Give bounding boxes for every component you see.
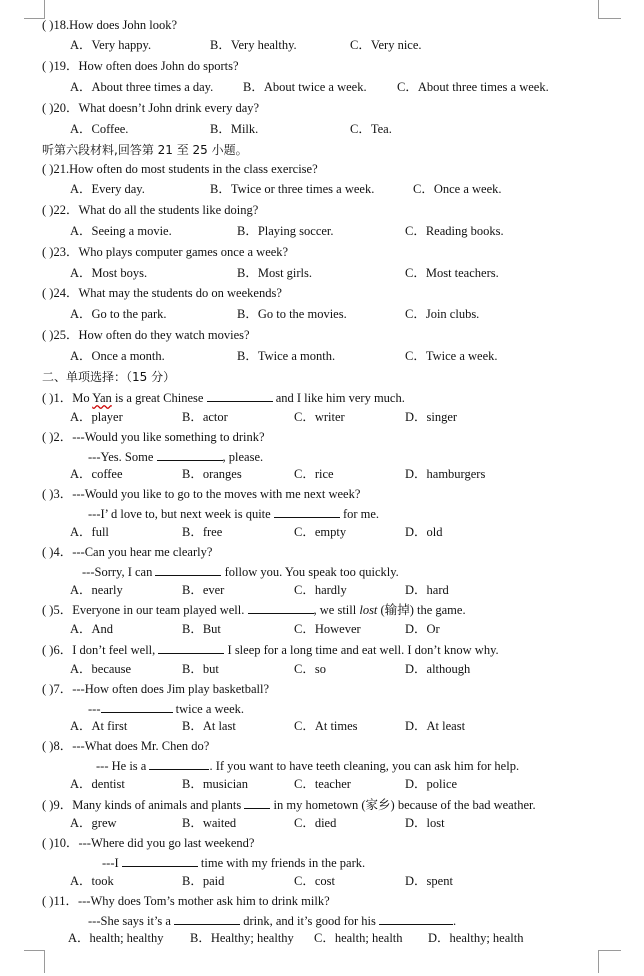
question-20-option-b: B．Milk. <box>210 122 259 136</box>
question-21-option-a: A．Every day. <box>70 182 145 196</box>
question-4-reply: ---Sorry, I can follow you. You speak too quickly. <box>82 565 399 579</box>
question-5-option-c: C．However <box>294 622 361 636</box>
answer-blank <box>157 448 223 461</box>
name-spellcheck-underline: Yan <box>92 391 112 405</box>
question-3-option-a: A．full <box>70 525 109 539</box>
question-24-stem: ( )24．What may the students do on weekends? <box>42 286 282 300</box>
question-2-reply: ---Yes. Some , please. <box>88 450 264 464</box>
question-5-stem: ( )5．Everyone in our team played well. , we still lost (输掉) the game. <box>42 603 466 617</box>
crop-mark-bottom-left <box>24 950 45 973</box>
answer-blank <box>155 563 221 576</box>
question-22-stem: ( )22．What do all the students like doing? <box>42 203 259 217</box>
question-10-option-b: B．paid <box>182 874 225 888</box>
crop-mark-top-right <box>598 0 621 19</box>
answer-blank <box>248 601 314 614</box>
question-18-stem: ( )18.How does John look? <box>42 18 178 32</box>
question-2-option-d: D．hamburgers <box>405 467 486 481</box>
question-7-reply: --- twice a week. <box>88 702 244 716</box>
question-1-stem: ( )1．Mo Yan is a great Chinese and I like him very much. <box>42 391 405 405</box>
question-19-option-b: B．About twice a week. <box>243 80 367 94</box>
question-11-option-d: D．healthy; health <box>428 931 524 945</box>
question-11-stem: ( )11．---Why does Tom’s mother ask him to drink milk? <box>42 894 330 908</box>
answer-blank <box>122 854 198 867</box>
question-4-option-c: C．hardly <box>294 583 347 597</box>
question-9-stem: ( )9．Many kinds of animals and plants in my hometown (家乡) because of the bad weather. <box>42 798 536 812</box>
answer-blank <box>174 912 240 925</box>
question-3-option-b: B．free <box>182 525 223 539</box>
question-21-option-c: C．Once a week. <box>413 182 502 196</box>
question-1-option-c: C．writer <box>294 410 345 424</box>
question-23-stem: ( )23．Who plays computer games once a week? <box>42 245 289 259</box>
question-6-option-c: C．so <box>294 662 326 676</box>
crop-mark-bottom-right <box>598 950 621 973</box>
question-10-option-c: C．cost <box>294 874 335 888</box>
question-25-stem: ( )25．How often do they watch movies? <box>42 328 250 342</box>
question-2-stem: ( )2．---Would you like something to drink? <box>42 430 265 444</box>
question-8-option-d: D．police <box>405 777 458 791</box>
question-5-option-a: A．And <box>70 622 114 636</box>
question-10-option-d: D．spent <box>405 874 453 888</box>
question-4-stem: ( )4．---Can you hear me clearly? <box>42 545 213 559</box>
question-2-option-c: C．rice <box>294 467 334 481</box>
question-25-option-b: B．Twice a month. <box>237 349 336 363</box>
question-8-option-c: C．teacher <box>294 777 351 791</box>
question-4-option-b: B．ever <box>182 583 225 597</box>
question-2-option-b: B．oranges <box>182 467 242 481</box>
question-1-option-b: B．actor <box>182 410 228 424</box>
question-8-stem: ( )8．---What does Mr. Chen do? <box>42 739 210 753</box>
question-9-option-a: A．grew <box>70 816 117 830</box>
question-18-option-a: A．Very happy. <box>70 38 152 52</box>
question-22-option-a: A．Seeing a movie. <box>70 224 172 238</box>
question-8-reply: --- He is a . If you want to have teeth cleaning, you can ask him for help. <box>96 759 520 773</box>
answer-blank <box>207 389 273 402</box>
question-9-option-b: B．waited <box>182 816 237 830</box>
answer-blank <box>158 641 224 654</box>
question-24-option-a: A．Go to the park. <box>70 307 167 321</box>
question-19-stem: ( )19．How often does John do sports? <box>42 59 239 73</box>
question-4-option-d: D．hard <box>405 583 449 597</box>
question-18-option-b: B．Very healthy. <box>210 38 297 52</box>
answer-blank <box>149 757 209 770</box>
question-11-option-a: A．health; healthy <box>68 931 164 945</box>
question-10-reply: ---I time with my friends in the park. <box>102 856 366 870</box>
question-20-stem: ( )20．What doesn’t John drink every day? <box>42 101 260 115</box>
question-1-option-a: A．player <box>70 410 123 424</box>
question-1-option-d: D．singer <box>405 410 458 424</box>
question-7-option-a: A．At first <box>70 719 128 733</box>
question-18-option-c: C．Very nice. <box>350 38 422 52</box>
question-11-option-c: C．health; health <box>314 931 403 945</box>
question-8-option-b: B．musician <box>182 777 248 791</box>
answer-blank <box>101 700 173 713</box>
question-4-option-a: A．nearly <box>70 583 123 597</box>
question-7-option-c: C．At times <box>294 719 358 733</box>
question-6-option-b: B．but <box>182 662 219 676</box>
question-5-option-b: B．But <box>182 622 221 636</box>
question-25-option-a: A．Once a month. <box>70 349 165 363</box>
question-6-option-a: A．because <box>70 662 132 676</box>
question-5-option-d: D．Or <box>405 622 440 636</box>
question-10-stem: ( )10．---Where did you go last weekend? <box>42 836 255 850</box>
question-25-option-c: C．Twice a week. <box>405 349 498 363</box>
question-6-stem: ( )6．I don’t feel well, I sleep for a long time and eat well. I don’t know why. <box>42 643 499 657</box>
question-11-reply: ---She says it’s a drink, and it’s good for his . <box>88 914 457 928</box>
answer-blank <box>244 796 270 809</box>
question-3-stem: ( )3．---Would you like to go to the moves with me next week? <box>42 487 361 501</box>
question-3-option-d: D．old <box>405 525 443 539</box>
question-8-option-a: A．dentist <box>70 777 125 791</box>
question-7-stem: ( )7．---How often does Jim play basketball? <box>42 682 270 696</box>
question-10-option-a: A．took <box>70 874 114 888</box>
question-20-option-c: C．Tea. <box>350 122 392 136</box>
question-9-option-d: D．lost <box>405 816 445 830</box>
question-7-option-d: D．At least <box>405 719 466 733</box>
question-24-option-b: B．Go to the movies. <box>237 307 347 321</box>
question-19-option-c: C．About three times a week. <box>397 80 549 94</box>
question-6-option-d: D．although <box>405 662 471 676</box>
answer-blank <box>274 505 340 518</box>
question-24-option-c: C．Join clubs. <box>405 307 480 321</box>
question-21-stem: ( )21.How often do most students in the class exercise? <box>42 162 318 176</box>
question-3-reply: ---I’ d love to, but next week is quite for me. <box>88 507 380 521</box>
question-7-option-b: B．At last <box>182 719 236 733</box>
question-9-option-c: C．died <box>294 816 337 830</box>
section-2-heading: 二、单项选择：（15 分） <box>42 370 176 384</box>
question-2-option-a: A．coffee <box>70 467 123 481</box>
answer-blank <box>379 912 453 925</box>
question-20-option-a: A．Coffee. <box>70 122 129 136</box>
question-21-option-b: B．Twice or three times a week. <box>210 182 375 196</box>
question-23-option-b: B．Most girls. <box>237 266 313 280</box>
question-3-option-c: C．empty <box>294 525 347 539</box>
question-23-option-a: A．Most boys. <box>70 266 148 280</box>
question-22-option-c: C．Reading books. <box>405 224 504 238</box>
question-11-option-b: B．Healthy; healthy <box>190 931 294 945</box>
question-19-option-a: A．About three times a day. <box>70 80 214 94</box>
section-6-heading: 听第六段材料,回答第 21 至 25 小题。 <box>42 143 248 157</box>
question-23-option-c: C．Most teachers. <box>405 266 499 280</box>
question-22-option-b: B．Playing soccer. <box>237 224 334 238</box>
